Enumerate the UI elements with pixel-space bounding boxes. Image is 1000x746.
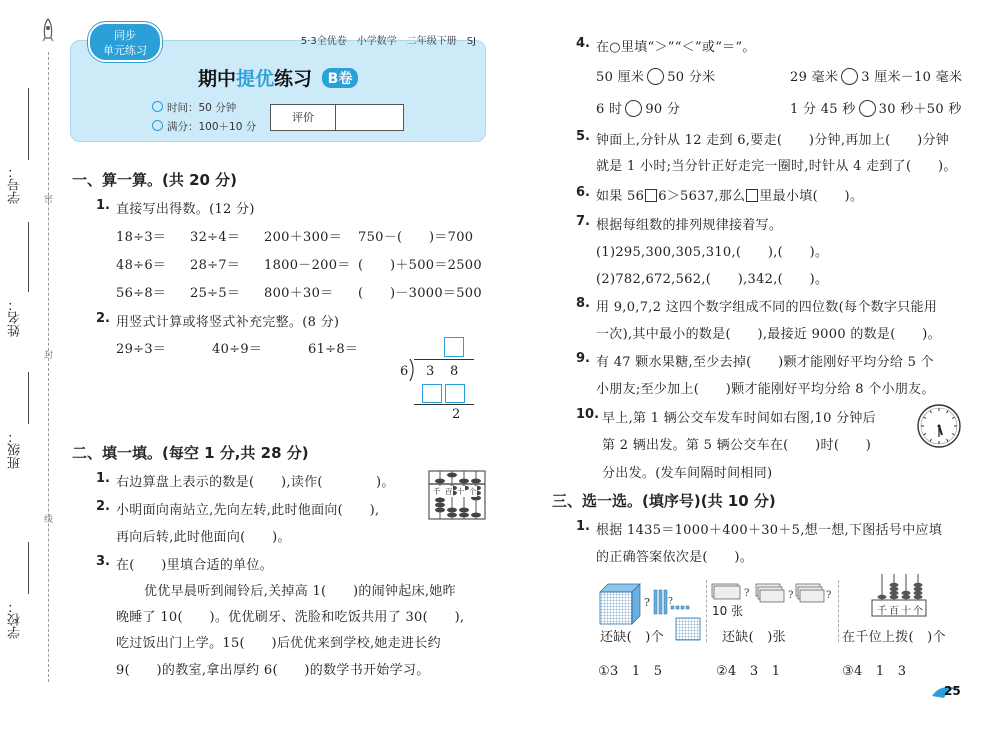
margin-char-line: 线 [44,515,54,525]
q7-num: 7. [576,214,590,229]
margin-char-dense: 密 [44,195,54,205]
svg-text:?: ? [744,588,750,599]
unit-practice-badge: 同步 单元练习 [88,22,162,62]
abacus2-label-tens: 十 [901,606,911,617]
abacus-image [428,470,486,520]
title-part-b: 提优 [236,68,275,90]
q8-line2: 一次),其中最小的数是( ),最接近 9000 的数是( )。 [596,327,941,342]
evaluation-box[interactable] [270,104,404,131]
q5-num: 5. [576,129,590,144]
abacus-label-ones: 个 [469,487,477,496]
q10-line1: 早上,第 1 辆公交车发车时间如右图,10 分钟后 [602,411,876,426]
section2-title: 二、填一填。(每空 1 分,共 28 分) [72,444,309,462]
q5-line2: 就是 1 小时;当分针正好走完一圈时,时针从 4 走到了( )。 [596,159,957,174]
option-3[interactable]: ③4 1 3 [842,664,907,679]
s1-q1-text: 直接写出得数。(12 分) [116,202,255,217]
q9-line2: 小朋友;至少加上( )颗才能刚好平均分给 8 个小朋友。 [596,382,935,397]
q6-text: 如果 56 6＞5637,那么 里最小填( )。 [596,189,864,204]
quotient-box[interactable] [444,337,464,357]
abacus-label-tens: 十 [457,487,465,496]
s3-q1-line2: 的正确答案依次是( )。 [596,550,754,565]
section1-title: 一、算一算。(共 20 分) [72,171,238,189]
q7-line2: (2)782,672,562,( ),342,( )。 [596,272,829,287]
class-line [28,372,29,424]
s2-q1-text: 右边算盘上表示的数是( ),读作( )。 [116,475,395,490]
q4-num: 4. [576,36,590,51]
page-number: 25 [944,684,961,698]
school-label: 学校： [8,600,23,640]
abacus-label-thousands: 千 [433,487,441,496]
q6-num: 6. [576,185,590,200]
digit-box-ref [746,189,758,202]
variant-badge: B卷 [322,68,359,88]
abacus2-label-hundreds: 百 [889,606,899,617]
abacus2-label-thousands: 千 [877,606,887,617]
q4-row1-b: 29 毫米 3 厘米－10 毫米 [790,70,963,85]
division-bracket [408,359,418,381]
section3-title: 三、选一选。(填序号)(共 10 分) [552,492,776,510]
dividend-digit-b: 8 [450,364,459,379]
student-no-line [28,88,29,160]
s3-q1-line1: 根据 1435＝1000＋400＋30＋5,想一想,下图括号中应填 [596,523,943,538]
divisor: 6 [400,364,409,379]
calc-r1-c4: 750－( )＝700 [358,230,474,245]
title-part-c: 练习 [274,68,313,90]
check-icon [152,120,163,131]
page-title [198,64,358,91]
s1-q2-text: 用竖式计算或将竖式补充完整。(8 分) [116,315,340,330]
title-part-a: 期中 [198,68,237,90]
svg-text:?: ? [826,590,832,601]
q8-line1: 用 9,0,7,2 这四个数字组成不同的四位数(每个数字只能用 [596,300,938,315]
series-info: 5·3全优卷 小学数学 二年级下册 SJ [300,36,476,47]
calc-r2-c1: 48÷6＝ [116,258,167,273]
q9-num: 9. [576,351,590,366]
s2-q3-line1: 优优早晨听到闹铃后,关掉高 1( )的闹钟起床,她昨 [144,584,456,599]
vertical-calc-1: 29÷3＝ [116,342,167,357]
time-info: 时间：50 分钟 [152,100,236,115]
calc-r3-c4: ( )－3000＝500 [358,286,482,301]
q10-line2: 第 2 辆出发。第 5 辆公交车在( )时( ) [602,438,872,453]
calc-r3-c3: 800＋30＝ [264,286,334,301]
compare-circle[interactable] [841,68,858,85]
option-1[interactable]: ①3 1 5 [598,664,663,679]
calc-r1-c3: 200＋300＝ [264,230,343,245]
class-label: 班级： [8,430,23,470]
clock-icon [152,101,163,112]
calc-r2-c3: 1800－200＝ [264,258,351,273]
q7-line1: (1)295,300,305,310,( ),( )。 [596,245,829,260]
student-no-label: 学号： [8,165,23,205]
vertical-calc-2: 40÷9＝ [212,342,263,357]
svg-text:?: ? [668,597,673,607]
picture-divider-2 [838,580,839,642]
q4-text: 在○里填“＞”“＜”或“＝”。 [596,40,756,55]
compare-circle[interactable] [859,100,876,117]
product-box-2[interactable] [445,384,465,403]
q5-line1: 钟面上,分针从 12 走到 6,要走( )分钟,再加上( )分钟 [596,133,950,148]
clock-image [916,403,962,453]
calc-r3-c1: 56÷8＝ [116,286,167,301]
s2-q3-num: 3. [96,554,110,569]
s2-q2-line1: 小明面向南站立,先向左转,此时他面向( ), [116,503,380,518]
s2-q1-num: 1. [96,471,110,486]
calc-r2-c2: 28÷7＝ [190,258,241,273]
s1-q2-num: 2. [96,311,110,326]
evaluation-label: 评价 [271,105,336,130]
vertical-calc-3: 61÷8＝ [308,342,359,357]
q10-num: 10. [576,407,600,422]
svg-text:?: ? [644,596,650,609]
name-label: 姓名： [8,298,23,338]
rocket-icon [40,18,56,50]
banknotes-label: 10 张 [712,604,744,618]
calc-r1-c1: 18÷3＝ [116,230,167,245]
s2-q3-line4: 9( )的教室,拿出厚约 6( )的数学书开始学习。 [116,663,430,678]
s3-q1-num: 1. [576,519,590,534]
dashed-cut-line [48,52,49,682]
q4-row1-a: 50 厘米 50 分米 [596,70,716,85]
name-line [28,222,29,292]
abacus-picture [870,572,928,620]
q7-text: 根据每组数的排列规律接着写。 [596,218,783,233]
q4-row2-b: 1 分 45 秒 30 秒＋50 秒 [790,102,962,117]
q10-line3: 分出发。(发车间隔时间相同) [602,466,773,481]
school-line [28,542,29,594]
division-bar [414,359,474,360]
s2-q3-text: 在( )里填合适的单位。 [116,558,274,573]
banknotes-caption: 还缺( )张 [722,630,786,645]
abacus2-label-ones: 个 [913,606,923,617]
q9-line1: 有 47 颗水果糖,至少去掉( )颗才能刚好平均分给 5 个 [596,355,934,370]
blocks-caption: 还缺( )个 [600,626,664,645]
picture-divider-1 [706,580,707,642]
subtraction-bar [414,404,474,405]
option-2[interactable]: ②4 3 1 [716,664,781,679]
s2-q3-line2: 晚睡了 10( )。优优刷牙、洗脸和吃饭共用了 30( ), [116,610,465,625]
q8-num: 8. [576,296,590,311]
s2-q2-line2: 再向后转,此时他面向( )。 [116,530,291,545]
digit-box[interactable] [645,189,657,202]
abacus-label-hundreds: 百 [445,487,453,496]
remainder: 2 [452,407,461,422]
s1-q1-num: 1. [96,198,110,213]
margin-char-seal: 封 [44,351,54,361]
svg-text:?: ? [788,590,794,601]
calc-r3-c2: 25÷5＝ [190,286,241,301]
dividend-digit-a: 3 [426,364,435,379]
calc-r2-c4: ( )＋500＝2500 [358,258,482,273]
compare-circle[interactable] [647,68,664,85]
calc-r1-c2: 32÷4＝ [190,230,241,245]
compare-circle[interactable] [625,100,642,117]
s2-q3-line3: 吃过饭出门上学。15( )后优优来到学校,她走进长约 [116,636,441,651]
score-info: 满分：100＋10 分 [152,119,256,134]
q4-row2-a: 6 时 90 分 [596,102,681,117]
abacus-caption: 在千位上拨( )个 [842,630,946,645]
s2-q2-num: 2. [96,499,110,514]
product-box-1[interactable] [422,384,442,403]
